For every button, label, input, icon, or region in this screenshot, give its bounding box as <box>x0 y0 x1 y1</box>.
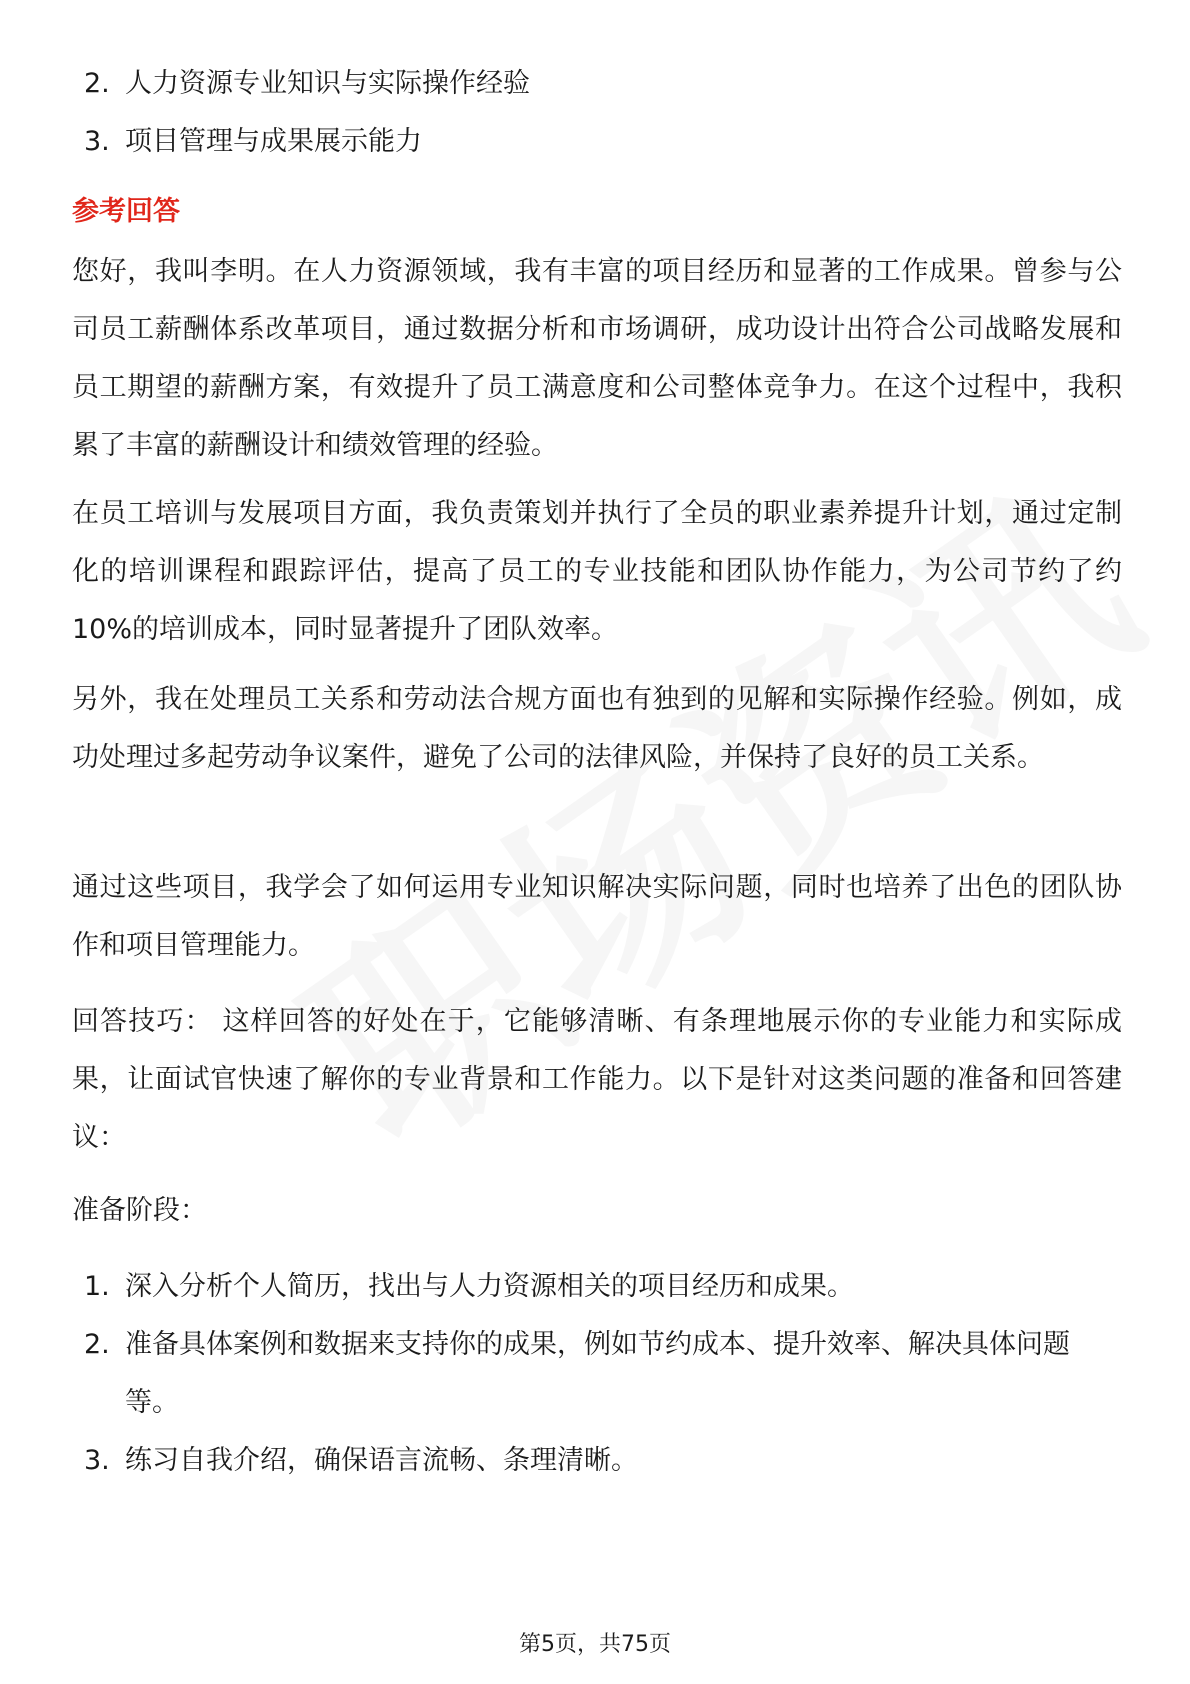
list-number: 3. <box>84 1445 110 1476</box>
list-item <box>72 113 530 171</box>
paragraph: 准备阶段： <box>72 1195 207 1226</box>
list-number: 1. <box>84 1271 110 1302</box>
list-number: 3. <box>84 126 110 157</box>
paragraph: 通过这些项目，我学会了如何运用专业知识解决实际问题，同时也培养了出色的团队协作和项目管理能力。 <box>72 872 1122 961</box>
list-item <box>72 55 530 113</box>
list-text: 项目管理与成果展示能力 <box>125 126 422 157</box>
list-item <box>72 1258 1122 1316</box>
section-heading: 参考回答 <box>72 196 180 227</box>
list-text: 练习自我介绍，确保语言流畅、条理清晰。 <box>125 1445 638 1476</box>
paragraph: 您好，我叫李明。在人力资源领域，我有丰富的项目经历和显著的工作成果。曾参与公司员工薪酬体系改革项目，通过数据分析和市场调研，成功设计出符合公司战略发展和员工期望的薪酬方案，有效提升了员工满意度和公司整体竞争力。在这个过程中，我积累了丰富的薪酬设计和绩效管理的经验。 <box>72 256 1122 461</box>
paragraph: 在员工培训与发展项目方面，我负责策划并执行了全员的职业素养提升计划，通过定制化的培训课程和跟踪评估，提高了员工的专业技能和团队协作能力，为公司节约了约10%的培训成本，同时显著提升了团队效率。 <box>72 498 1122 645</box>
list-item <box>72 1316 1122 1432</box>
prep-list <box>72 1258 1122 1490</box>
page-footer: 第5页，共75页 <box>519 1632 671 1657</box>
list-text: 深入分析个人简历，找出与人力资源相关的项目经历和成果。 <box>125 1271 854 1302</box>
paragraph: 另外，我在处理员工关系和劳动法合规方面也有独到的见解和实际操作经验。例如，成功处理过多起劳动争议案件，避免了公司的法律风险，并保持了良好的员工关系。 <box>72 684 1122 773</box>
list-item <box>72 1432 1122 1490</box>
skills-list <box>72 55 530 171</box>
list-text: 人力资源专业知识与实际操作经验 <box>125 68 530 99</box>
list-number: 2. <box>84 1329 110 1360</box>
paragraph: 回答技巧： 这样回答的好处在于，它能够清晰、有条理地展示你的专业能力和实际成果，让面试官快速了解你的专业背景和工作能力。以下是针对这类问题的准备和回答建议： <box>72 1006 1122 1153</box>
list-number: 2. <box>84 68 110 99</box>
list-text: 准备具体案例和数据来支持你的成果，例如节约成本、提升效率、解决具体问题等。 <box>125 1329 1070 1418</box>
